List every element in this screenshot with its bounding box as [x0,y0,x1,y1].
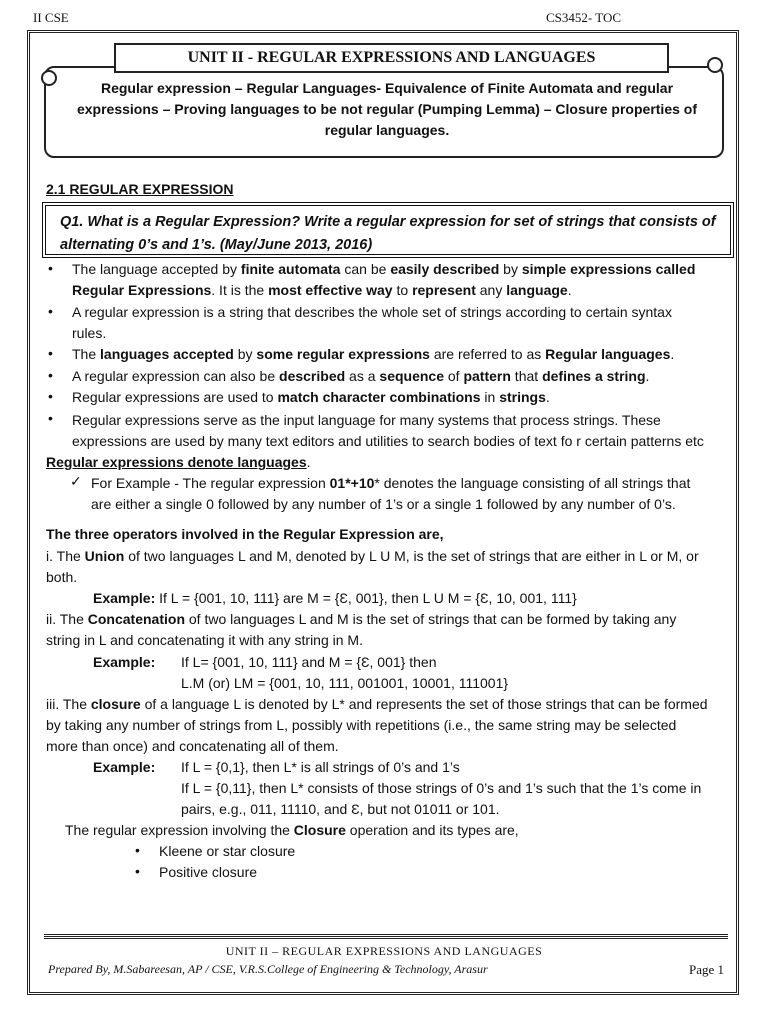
closure-line-3: more than once) and concatenating all of them. [46,738,339,754]
footer-unit-title: UNIT II – REGULAR EXPRESSIONS AND LANGUAGES [225,944,543,958]
closure-type-positive: Positive closure [159,864,258,880]
scroll-curl-right [707,57,723,73]
example-line-2: are either a single 0 followed by any number of 1’s or a single 1 followed by any number of 0’s. [91,496,676,512]
bullet-icon: • [48,260,53,276]
unit-title: UNIT II - REGULAR EXPRESSIONS AND LANGUAGES [114,43,669,73]
closure-example-label: Example: [93,759,156,775]
bullet-2-line-2: rules. [72,325,107,341]
footer-rule [44,934,728,939]
operators-heading: The three operators involved in the Regular Expression are, [46,526,444,542]
bullet-5-line: Regular expressions are used to match character combinations in strings. [72,389,550,405]
example-line-1: For Example - The regular expression 01*+10* denotes the language consisting of all strings that [91,475,691,491]
denote-heading: Regular expressions denote languages. [46,454,311,470]
bullet-1-line-1: The language accepted by finite automata can be easily described by simple expressions called [72,261,696,277]
bullet-1-line-2: Regular Expressions. It is the most effective way to represent any language. [72,282,572,298]
bullet-icon: • [48,303,53,319]
bullet-icon: • [48,367,53,383]
section-heading: 2.1 REGULAR EXPRESSION [46,181,234,197]
bullet-3-line: The languages accepted by some regular expressions are referred to as Regular languages. [72,346,675,362]
syllabus-text: Regular expression – Regular Languages- Equivalence of Finite Automata and regular expressions – Proving languages to be not regular (Pumping Lemma) – Closure properties of regular languages. [76,80,697,138]
question-line-2: alternating 0’s and 1’s. (May/June 2013, 2016) [60,237,373,253]
closure-intro: The regular expression involving the Closure operation and its types are, [65,822,519,838]
closure-example-line-2: If L = {0,11}, then L* consists of those strings of 0’s and 1’s such that the 1’s come in [181,780,702,796]
bullet-6-line-2: expressions are used by many text editors and utilities to search bodies of text fo r certain patterns etc [72,433,704,449]
concat-line-2: string in L and concatenating it with any string in M. [46,632,363,648]
closure-example-line-3: pairs, e.g., 011, 11110, and Ɛ, but not 01011 or 101. [181,801,500,817]
bullet-2-line-1: A regular expression is a string that describes the whole set of strings according to certain syntax [72,304,672,320]
concat-line-1: ii. The Concatenation of two languages L and M is the set of strings that can be formed by taking any [46,611,677,627]
closure-type-kleene: Kleene or star closure [159,843,296,859]
closure-example-line-1: If L = {0,1}, then L* is all strings of 0’s and 1’s [181,759,460,775]
bullet-icon: • [48,388,53,404]
concat-example-line-2: L.M (or) LM = {001, 10, 111, 001001, 10001, 111001} [181,675,509,691]
bullet-6-line-1: Regular expressions serve as the input language for many systems that process strings. These [72,412,661,428]
checkmark-icon: ✓ [70,473,82,489]
union-line-2: both. [46,569,78,585]
bullet-icon: • [48,345,53,361]
header-subject-code: CS3452- TOC [546,10,622,25]
bullet-4-line: A regular expression can also be described as a sequence of pattern that defines a string. [72,368,650,384]
concat-example-label: Example: [93,654,156,670]
footer-page-number: Page 1 [689,962,725,977]
bullet-icon: • [135,842,140,858]
union-example: Example: If L = {001, 10, 111} are M = {Ɛ, 001}, then L U M = {Ɛ, 10, 001, 111} [93,590,577,606]
bullet-icon: • [48,410,53,426]
closure-line-1: iii. The closure of a language L is denoted by L* and represents the set of those strings that can be formed [46,696,708,712]
closure-line-2: by taking any number of strings from L, possibly with repetitions (i.e., the same string may be selected [46,717,677,733]
concat-example-line-1: If L= {001, 10, 111} and M = {Ɛ, 001} then [181,654,437,670]
bullet-icon: • [135,863,140,879]
question-line-1: Q1. What is a Regular Expression? Write a regular expression for set of strings that consists of [60,214,716,230]
header-course: II CSE [33,10,69,25]
scroll-curl-left [41,70,57,86]
union-line-1: i. The Union of two languages L and M, denoted by L U M, is the set of strings that are either in L or M, or [46,548,699,564]
question-box [42,202,734,258]
footer-prepared-by: Prepared By, M.Sabareesan, AP / CSE, V.R.S.College of Engineering & Technology, Arasur [48,962,488,976]
